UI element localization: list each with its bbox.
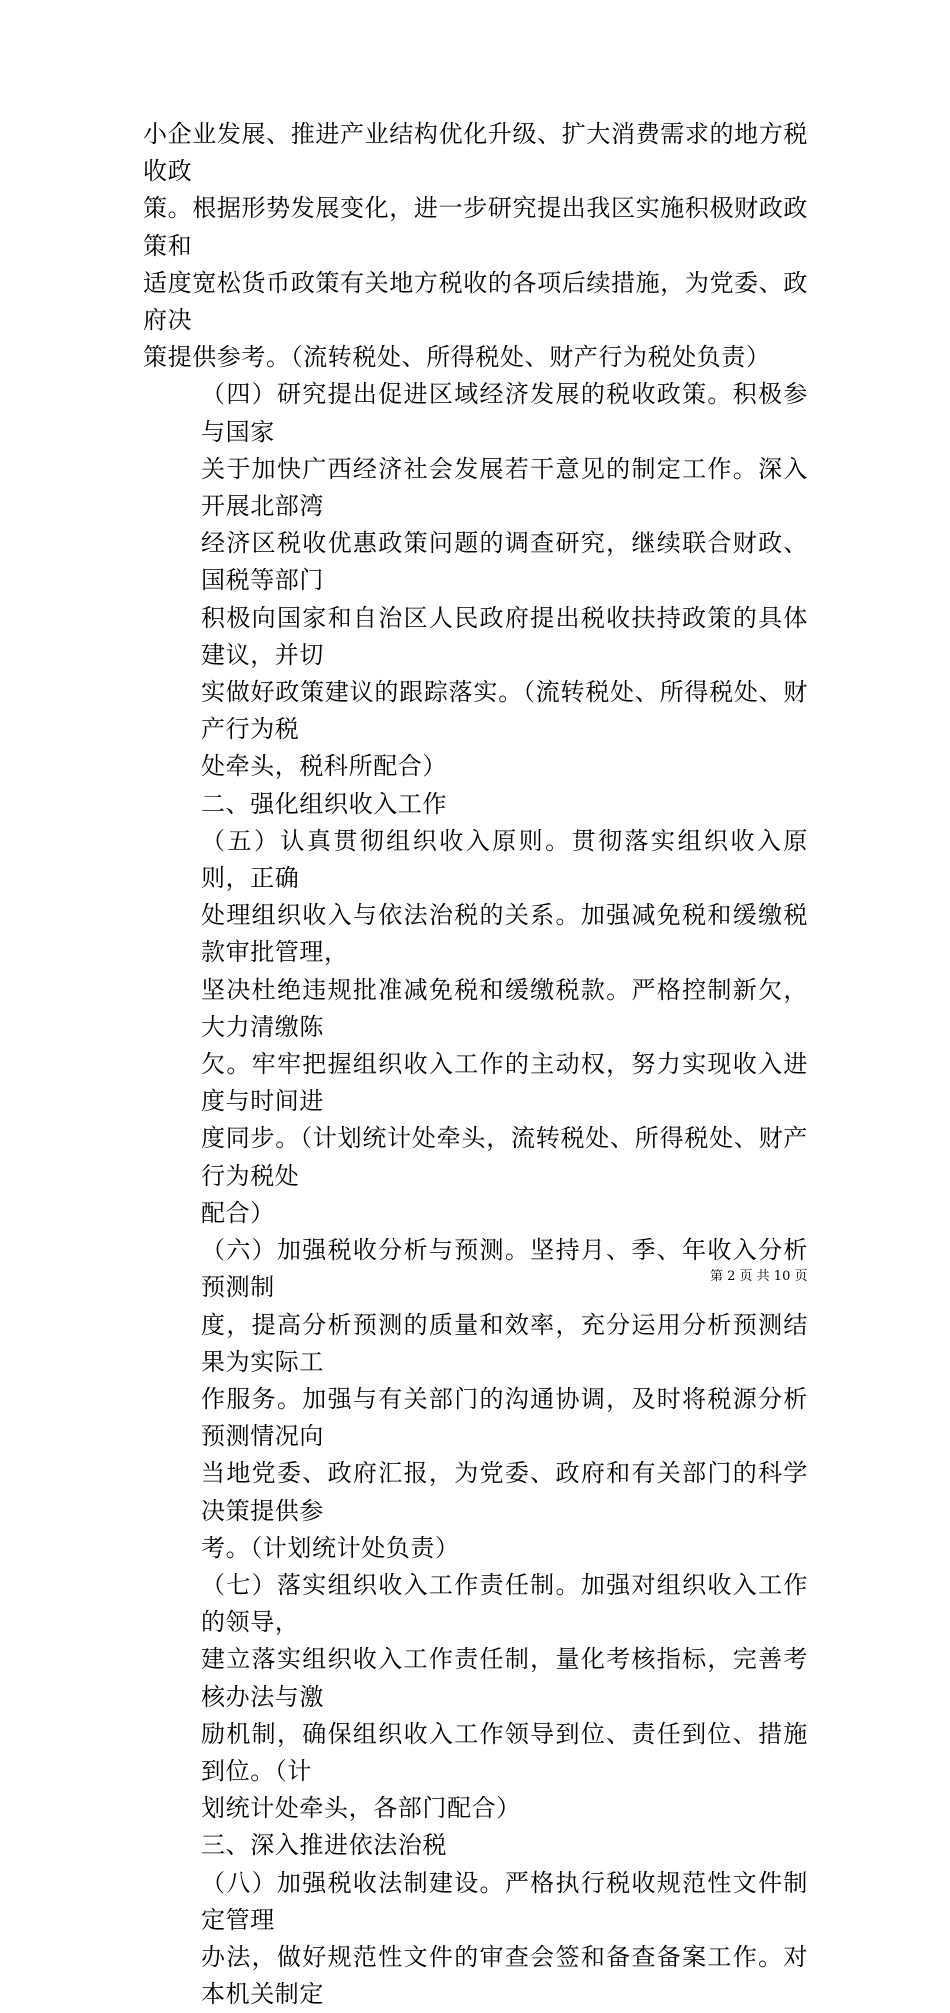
paragraph-continuation: 小企业发展、推进产业结构优化升级、扩大消费需求的地方税收政 策。根据形势发展变化，进一步研究提出我区实施积极财政政策和 适度宽松货币政策有关地方税收的各项后续措施，为党委、政府决 策提供参考。（流转税处、所得税处、财产行为税处负责） — [143, 120, 808, 372]
paragraph-item-4: （四）研究提出促进区域经济发展的税收政策。积极参与国家 关于加快广西经济社会发展若干意见的制定工作。深入开展北部湾 经济区税收优惠政策问题的调查研究，继续联合财政、国税等部门 积极向国家和自治区人民政府提出税收扶持政策的具体建议，并切 实做好政策建议的跟踪落实。（流转税处、所得税处、财产行为税 处牵头，税科所配合） — [201, 380, 808, 781]
section-heading-3: 三、深入推进依法治税 — [201, 1831, 447, 1860]
paragraph-item-8: （八）加强税收法制建设。严格执行税收规范性文件制定管理 办法，做好规范性文件的审查会签和备查备案工作。对本机关制定 — [201, 1868, 808, 2009]
page-number-footer: 第 2 页 共 10 页 — [710, 1269, 808, 1284]
paragraph-item-5: （五）认真贯彻组织收入原则。贯彻落实组织收入原则，正确 处理组织收入与依法治税的关系。加强减免税和缓缴税款审批管理， 坚决杜绝违规批准减免税和缓缴税款。严格控制新欠，大力清缴陈 欠。牢牢把握组织收入工作的主动权，努力实现收入进度与时间进 度同步。（计划统计处牵头，流转税处、所得税处、财产行为税处 配合） — [201, 826, 808, 1227]
paragraph-item-7: （七）落实组织收入工作责任制。加强对组织收入工作的领导， 建立落实组织收入工作责任制，量化考核指标，完善考核办法与激 励机制，确保组织收入工作领导到位、责任到位、措施到位。（计 划统计处牵头，各部门配合） — [201, 1570, 808, 1823]
section-heading-2: 二、强化组织收入工作 — [201, 789, 447, 818]
document-body — [143, 116, 808, 2013]
paragraph-item-6: （六）加强税收分析与预测。坚持月、季、年收入分析预测制 度，提高分析预测的质量和效率，充分运用分析预测结果为实际工 作服务。加强与有关部门的沟通协调，及时将税源分析预测情况向 当地党委、政府汇报，为党委、政府和有关部门的科学决策提供参 考。（计划统计处负责） — [201, 1236, 808, 1562]
